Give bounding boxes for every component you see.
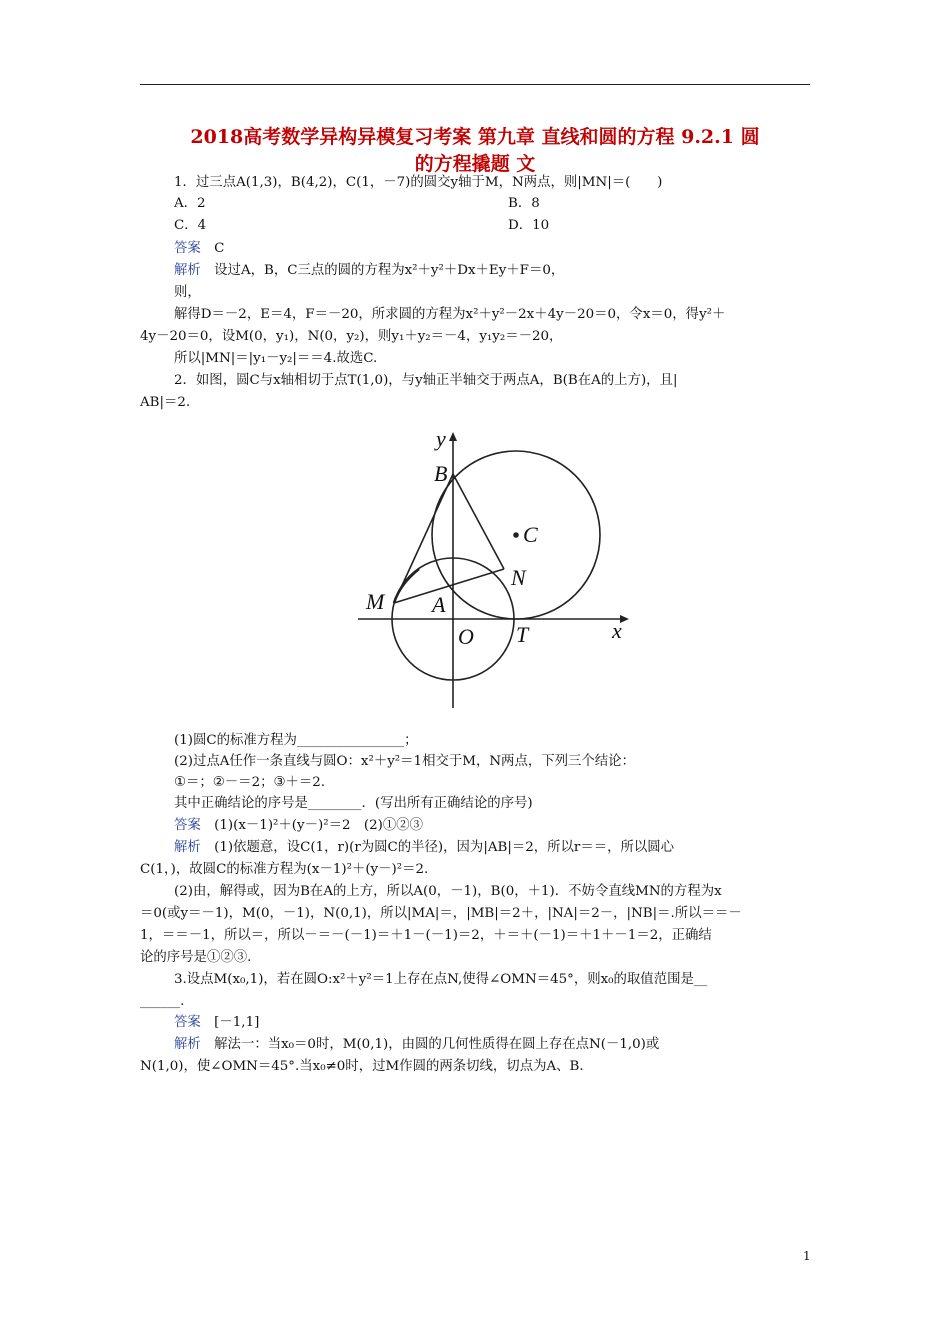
q2-analysis-text-1: (1)依题意，设C(1，r)(r为圆C的半径)，因为|AB|＝2，所以r＝＝，所以圆心 — [214, 840, 675, 855]
q1-analysis-1 — [174, 261, 564, 281]
header-rule — [140, 84, 810, 85]
q2-analysis-4: ＝0(或y＝－1)，M(0，－1)，N(0,1)，所以|MA|＝，|MB|＝2＋，|NA|＝2－，|NB|＝.所以＝＝－ — [140, 906, 742, 921]
q2-analysis-3: (2)由，解得或，因为B在A的上方，所以A(0，－1)，B(0，＋1)．不妨令直线MN的方程为x — [174, 884, 722, 899]
q1-option-c: C．4 — [174, 218, 207, 233]
label-x: x — [612, 618, 622, 643]
q2-analysis-6: 论的序号是①②③. — [140, 950, 252, 965]
q2-analysis-5: 1，＝＝－1，所以＝，所以－＝－(－1)＝＋1－(－1)＝2，＋＝＋(－1)＝＋1＋－1＝2，正确结 — [140, 928, 712, 943]
answer-label: 答案 — [174, 1015, 201, 1030]
geometry-figure — [340, 414, 645, 728]
q2-analysis-2: C(1，)，故圆C的标准方程为(x－1)²＋(y－)²＝2. — [140, 862, 429, 877]
label-t: T — [516, 622, 529, 647]
q2-answer — [174, 816, 423, 836]
q3-analysis-text-1: 解法一：当x₀＝0时，M(0,1)，由圆的几何性质得在圆上存在点N(－1,0)或 — [214, 1037, 660, 1052]
q1-answer — [174, 239, 224, 259]
q3-answer-value: [－1,1] — [214, 1015, 260, 1030]
q3-analysis-2: N(1,0)，使∠OMN＝45°.当x₀≠0时，过M作圆的两条切线，切点为A、B. — [140, 1059, 584, 1074]
q3-answer — [174, 1013, 259, 1033]
label-n: N — [511, 565, 526, 590]
q1-analysis-2: 则， — [174, 285, 201, 300]
q3-stem-2: ______. — [140, 994, 185, 1009]
q2-part-2: (2)过点A任作一条直线与圆O：x²＋y²＝1相交于M，N两点，下列三个结论： — [174, 754, 635, 769]
q1-analysis-5: 所以|MN|＝|y₁－y₂|＝＝4.故选C. — [174, 351, 378, 366]
answer-label: 答案 — [174, 241, 201, 256]
answer-label: 答案 — [174, 818, 201, 833]
document-title — [140, 124, 810, 178]
center-c-dot — [513, 532, 519, 538]
q1-analysis-text-1: 设过A，B，C三点的圆的方程为x²＋y²＋Dx＋Ey＋F＝0， — [214, 263, 565, 278]
q3-stem-1: 3.设点M(x₀,1)，若在圆O:x²＋y²＝1上存在点N,使得∠OMN＝45°，则x₀的取值范围是__ — [174, 972, 708, 987]
segment-bn — [453, 474, 504, 569]
label-c: C — [523, 522, 538, 547]
page-number: 1 — [803, 1249, 811, 1263]
analysis-label: 解析 — [174, 263, 201, 278]
q1-answer-value: C — [214, 241, 225, 256]
label-m: M — [366, 589, 385, 614]
analysis-label: 解析 — [174, 1037, 201, 1052]
q1-option-b: B．8 — [508, 196, 540, 211]
label-a: A — [432, 592, 446, 617]
q2-stem-2: AB|＝2. — [140, 395, 191, 410]
title-line-1: 2018高考数学异构异模复习考案 第九章 直线和圆的方程 9.2.1 圆 — [190, 126, 760, 148]
q2-analysis-1 — [174, 838, 674, 858]
q2-answer-value: (1)(x－1)²＋(y－)²＝2 (2)①②③ — [214, 818, 424, 833]
label-o: O — [458, 624, 474, 649]
q1-option-a: A．2 — [174, 196, 206, 211]
q2-stem-1: 2．如图，圆C与x轴相切于点T(1,0)，与y轴正半轴交于两点A，B(B在A的上方)，且| — [174, 373, 678, 388]
segment-mn — [394, 569, 504, 603]
y-axis-arrow — [449, 432, 457, 441]
analysis-label: 解析 — [174, 840, 201, 855]
q1-analysis-3: 解得D＝－2，E＝4，F＝－20，所求圆的方程为x²＋y²－2x＋4y－20＝0，令x＝0，得y²＋ — [174, 307, 726, 322]
title-line-2: 的方程撬题 文 — [414, 153, 536, 175]
q2-part-1: (1)圆C的标准方程为________________； — [174, 733, 418, 748]
q3-analysis-1 — [174, 1035, 659, 1055]
q2-statements: ①＝；②－＝2；③＋＝2. — [174, 775, 326, 790]
q1-option-d: D．10 — [508, 218, 550, 233]
q1-analysis-4: 4y－20＝0，设M(0，y₁)，N(0，y₂)，则y₁＋y₂＝－4，y₁y₂＝－20， — [140, 329, 563, 344]
label-b: B — [434, 461, 448, 486]
q1-stem: 1．过三点A(1,3)，B(4,2)，C(1，－7)的圆交y轴于M，N两点，则|MN|＝( ) — [174, 175, 663, 190]
q2-prompt: 其中正确结论的序号是________．(写出所有正确结论的序号) — [174, 796, 533, 811]
label-y: y — [436, 426, 446, 451]
